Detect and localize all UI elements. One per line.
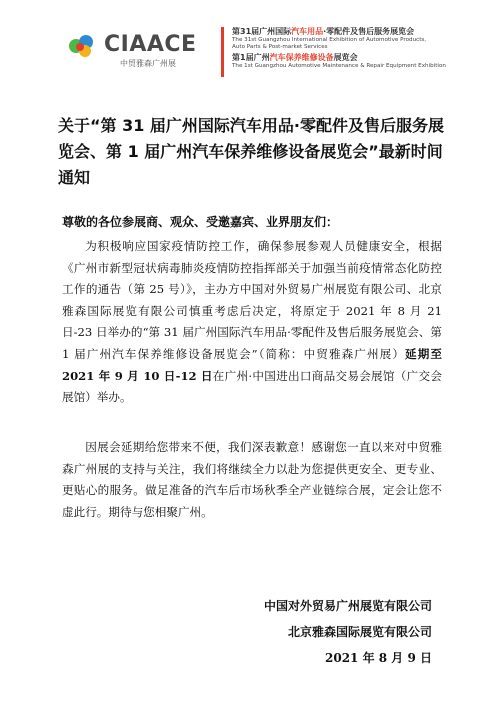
header-banner (0, 0, 500, 80)
notice-title: 关于“第 31 届广州国际汽车用品·零配件及售后服务展览会、第 1 届广州汽车保养维修设备展览会”最新时间通知 (58, 116, 445, 187)
postponed-date-highlight: 延期至 2021 年 9 月 10 日-12 日 (62, 346, 442, 383)
exhibition-2-en-line1: The 1st Guangzhou Automotive Maintenance & Repair Equipment Exhibition (232, 63, 446, 69)
logo-mark-icon (68, 32, 96, 58)
exhibition-1-block (232, 27, 426, 51)
paragraph-2: 因展会延期给您带来不便，我们深表歉意！感谢您一直以来对中贸雅森广州展的支持与关注，我们将继续全力以赴为您提供更安全、更专业、更贴心的服务。做足准备的汽车后市场秋季全产业链综合展，定会让您不虚此行。期待与您相聚广州。 (62, 440, 442, 519)
logo-subtext: 中贸雅森广州展 (120, 59, 176, 68)
exhibition-1-en-line1: The 31st Guangzhou International Exhibition of Automotive Products, (232, 37, 427, 43)
exhibition-1-en-line2: Auto Parts & Post-market Services (232, 44, 328, 50)
salutation: 尊敬的各位参展商、观众、受邀嘉宾、业界朋友们： (62, 215, 339, 229)
exhibition-1-title: 第31届广州国际汽车用品·零配件及售后服务展览会 (232, 27, 415, 36)
header-divider (221, 27, 224, 77)
exhibition-2-title: 第1届广州汽车保养维修设备展览会 (232, 53, 358, 62)
signature-organizer-2: 北京雅森国际展览有限公司 (287, 625, 432, 639)
exhibition-2-block (232, 53, 446, 70)
paragraph-1: 为积极响应国家疫情防控工作，确保参展参观人员健康安全，根据《广州市新型冠状病毒肺炎疫情防控指挥部关于加强当前疫情常态化防控工作的通告（第 25 号）》，主办方中国对外贸易广州展览有限公司、北京雅森国际展览有限公司慎重考虑后决定，将原定于 2021 年 8 月 21 日-23 日举办的“第 31 届广州国际汽车用品·零配件及售后服务展览会、第 1 届广州汽车保养维修设备展览会”（简称：中贸雅森广州展）延期至 2021 年 9 月 10 日-12 日在广州·中国进出口商品交易会展馆（广交会展馆）举办。 (62, 239, 443, 405)
signature-date: 2021 年 8 月 9 日 (325, 651, 432, 665)
ciaace-logo (66, 30, 216, 74)
logo-wordmark: CIAACE (104, 32, 197, 57)
signature-organizer-1: 中国对外贸易广州展览有限公司 (263, 599, 432, 613)
